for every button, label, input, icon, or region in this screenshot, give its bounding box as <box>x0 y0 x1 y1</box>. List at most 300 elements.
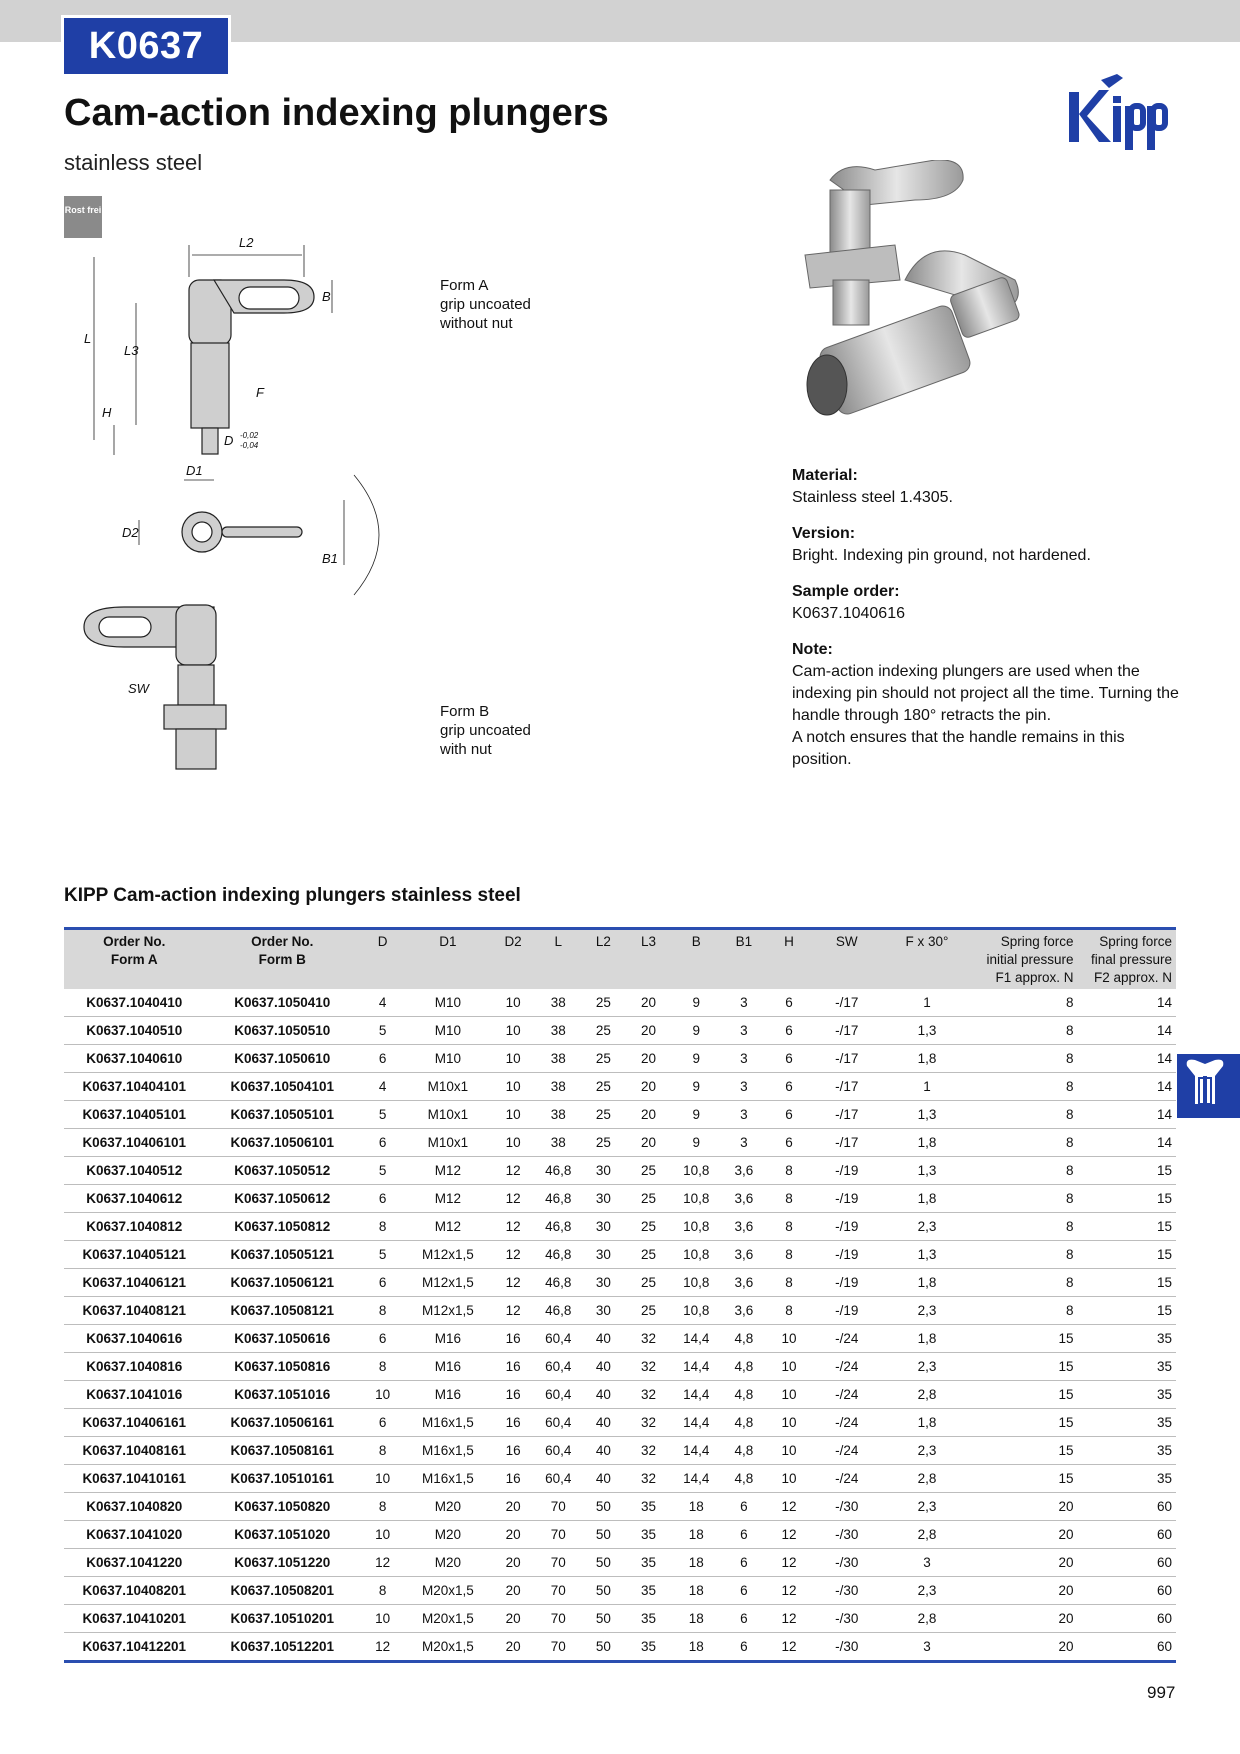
table-cell: 2,8 <box>882 1521 972 1549</box>
table-cell: 10 <box>491 1073 536 1101</box>
table-cell: 40 <box>581 1409 626 1437</box>
table-cell: K0637.1050812 <box>205 1213 361 1241</box>
table-cell: M20 <box>405 1549 490 1577</box>
table-cell: M12x1,5 <box>405 1269 490 1297</box>
table-row <box>64 1465 1176 1493</box>
table-cell: 10 <box>766 1381 811 1409</box>
table-cell: M12 <box>405 1157 490 1185</box>
col-spring-initial: Spring force initial pressure F1 approx. N <box>986 934 1074 985</box>
table-cell: 4 <box>360 989 405 1017</box>
table-cell: 8 <box>360 1213 405 1241</box>
table-cell: 8 <box>766 1297 811 1325</box>
table-cell: 3 <box>882 1549 972 1577</box>
svg-text:B1: B1 <box>322 551 338 566</box>
table-cell: 10 <box>491 989 536 1017</box>
table-cell: K0637.10408161 <box>64 1437 205 1465</box>
table-cell: 8 <box>766 1241 811 1269</box>
table-cell: 12 <box>360 1549 405 1577</box>
table-cell: -/19 <box>812 1213 882 1241</box>
page-subtitle: stainless steel <box>64 150 203 175</box>
table-cell: K0637.1040616 <box>64 1325 205 1353</box>
table-cell: 8 <box>766 1185 811 1213</box>
table-cell: -/17 <box>812 1017 882 1045</box>
table-cell: 35 <box>1078 1465 1176 1493</box>
table-cell: M10 <box>405 1017 490 1045</box>
technical-drawing <box>64 235 444 870</box>
table-cell: 2,3 <box>882 1213 972 1241</box>
table-cell: M16x1,5 <box>405 1409 490 1437</box>
table-cell: 46,8 <box>536 1185 581 1213</box>
table-cell: 35 <box>1078 1353 1176 1381</box>
table-cell: M16 <box>405 1325 490 1353</box>
table-cell: 14,4 <box>671 1325 721 1353</box>
table-cell: 8 <box>360 1493 405 1521</box>
table-cell: 32 <box>626 1465 671 1493</box>
table-cell: 25 <box>581 1101 626 1129</box>
table-cell: 50 <box>581 1549 626 1577</box>
table-cell: 5 <box>360 1157 405 1185</box>
table-cell: 15 <box>1078 1241 1176 1269</box>
table-cell: K0637.10510161 <box>205 1465 361 1493</box>
table-cell: K0637.10508161 <box>205 1437 361 1465</box>
table-cell: 40 <box>581 1437 626 1465</box>
col-sw: SW <box>835 934 858 949</box>
table-cell: 32 <box>626 1437 671 1465</box>
table-row <box>64 1381 1176 1409</box>
table-cell: 40 <box>581 1381 626 1409</box>
table-cell: 4,8 <box>721 1437 766 1465</box>
table-cell: K0637.10405101 <box>64 1101 205 1129</box>
table-cell: 40 <box>581 1325 626 1353</box>
table-cell: K0637.10512201 <box>205 1633 361 1662</box>
table-cell: 2,3 <box>882 1493 972 1521</box>
table-cell: 12 <box>360 1633 405 1662</box>
svg-text:L2: L2 <box>239 235 254 250</box>
table-cell: 20 <box>491 1605 536 1633</box>
table-cell: 14 <box>1078 989 1176 1017</box>
table-cell: 16 <box>491 1465 536 1493</box>
table-cell: -/24 <box>812 1437 882 1465</box>
table-cell: 60 <box>1078 1577 1176 1605</box>
col-d: D <box>377 934 388 949</box>
table-cell: 10 <box>491 1017 536 1045</box>
table-cell: 6 <box>766 1073 811 1101</box>
spec-table <box>64 927 1176 1663</box>
table-cell: 20 <box>491 1521 536 1549</box>
table-cell: M20x1,5 <box>405 1605 490 1633</box>
table-cell: 70 <box>536 1605 581 1633</box>
table-cell: 6 <box>360 1409 405 1437</box>
table-cell: K0637.10405121 <box>64 1241 205 1269</box>
table-cell: -/30 <box>812 1605 882 1633</box>
table-cell: 35 <box>626 1493 671 1521</box>
table-cell: 6 <box>721 1521 766 1549</box>
table-cell: 46,8 <box>536 1157 581 1185</box>
table-cell: -/24 <box>812 1465 882 1493</box>
table-cell: 8 <box>972 1185 1077 1213</box>
table-cell: 12 <box>491 1157 536 1185</box>
table-cell: 18 <box>671 1549 721 1577</box>
table-cell: 46,8 <box>536 1241 581 1269</box>
table-cell: 20 <box>972 1549 1077 1577</box>
table-cell: 10,8 <box>671 1157 721 1185</box>
table-cell: 10 <box>491 1101 536 1129</box>
table-cell: K0637.10406101 <box>64 1129 205 1157</box>
table-cell: 30 <box>581 1185 626 1213</box>
table-cell: K0637.1051020 <box>205 1521 361 1549</box>
table-cell: 12 <box>491 1241 536 1269</box>
table-cell: 16 <box>491 1437 536 1465</box>
table-cell: 30 <box>581 1297 626 1325</box>
table-cell: 60,4 <box>536 1353 581 1381</box>
table-cell: 14 <box>1078 1101 1176 1129</box>
table-cell: 25 <box>581 989 626 1017</box>
table-cell: 35 <box>626 1577 671 1605</box>
table-cell: 6 <box>360 1269 405 1297</box>
table-cell: 35 <box>1078 1437 1176 1465</box>
table-cell: 9 <box>671 1045 721 1073</box>
table-cell: 50 <box>581 1633 626 1662</box>
table-cell: K0637.1040510 <box>64 1017 205 1045</box>
table-cell: 14 <box>1078 1129 1176 1157</box>
table-cell: 14,4 <box>671 1381 721 1409</box>
svg-text:-0,04: -0,04 <box>240 441 259 450</box>
table-cell: 38 <box>536 1017 581 1045</box>
table-cell: 20 <box>491 1549 536 1577</box>
table-cell: 60,4 <box>536 1437 581 1465</box>
table-cell: 10 <box>360 1605 405 1633</box>
table-cell: 1,3 <box>882 1241 972 1269</box>
table-cell: 50 <box>581 1577 626 1605</box>
table-cell: 40 <box>581 1353 626 1381</box>
table-cell: 15 <box>972 1381 1077 1409</box>
svg-text:F: F <box>256 385 264 400</box>
table-cell: 16 <box>491 1381 536 1409</box>
table-cell: 3 <box>721 1129 766 1157</box>
table-cell: 4 <box>360 1073 405 1101</box>
table-cell: 32 <box>626 1325 671 1353</box>
col-l: L <box>554 934 562 949</box>
table-cell: 2,3 <box>882 1297 972 1325</box>
table-cell: 20 <box>972 1521 1077 1549</box>
table-cell: 3 <box>882 1633 972 1662</box>
table-title: KIPP Cam-action indexing plungers stainless steel <box>64 885 521 906</box>
table-cell: 30 <box>581 1269 626 1297</box>
table-cell: 12 <box>766 1605 811 1633</box>
table-row <box>64 1521 1176 1549</box>
table-cell: 10 <box>766 1409 811 1437</box>
table-row <box>64 1241 1176 1269</box>
col-h: H <box>784 934 794 949</box>
table-cell: 16 <box>491 1353 536 1381</box>
table-cell: 25 <box>626 1241 671 1269</box>
table-row <box>64 1045 1176 1073</box>
table-cell: 3,6 <box>721 1185 766 1213</box>
table-cell: 38 <box>536 1073 581 1101</box>
table-cell: 18 <box>671 1577 721 1605</box>
table-cell: 15 <box>972 1465 1077 1493</box>
table-cell: 1,8 <box>882 1269 972 1297</box>
table-row <box>64 1017 1176 1045</box>
col-order-b: Order No. Form B <box>251 934 314 967</box>
table-cell: 60 <box>1078 1521 1176 1549</box>
table-cell: -/30 <box>812 1577 882 1605</box>
table-cell: 10,8 <box>671 1269 721 1297</box>
table-cell: M10x1 <box>405 1101 490 1129</box>
table-cell: 20 <box>972 1633 1077 1662</box>
table-cell: 16 <box>491 1409 536 1437</box>
table-cell: 1,8 <box>882 1045 972 1073</box>
table-cell: 18 <box>671 1521 721 1549</box>
table-cell: K0637.10408121 <box>64 1297 205 1325</box>
table-cell: 35 <box>626 1605 671 1633</box>
product-photo <box>785 160 1085 450</box>
table-row <box>64 1437 1176 1465</box>
table-cell: K0637.1040610 <box>64 1045 205 1073</box>
table-cell: 35 <box>626 1521 671 1549</box>
table-cell: 6 <box>766 1129 811 1157</box>
table-cell: -/19 <box>812 1297 882 1325</box>
table-cell: 3 <box>721 1101 766 1129</box>
table-cell: 10 <box>360 1381 405 1409</box>
page-title: Cam-action indexing plungers <box>64 92 609 134</box>
table-cell: -/24 <box>812 1381 882 1409</box>
table-cell: 4,8 <box>721 1325 766 1353</box>
svg-text:D: D <box>224 433 234 448</box>
table-cell: 60 <box>1078 1549 1176 1577</box>
table-cell: 20 <box>972 1605 1077 1633</box>
table-cell: K0637.10506161 <box>205 1409 361 1437</box>
table-cell: 8 <box>972 1213 1077 1241</box>
table-cell: -/24 <box>812 1325 882 1353</box>
table-cell: M16x1,5 <box>405 1437 490 1465</box>
table-cell: 1,3 <box>882 1101 972 1129</box>
table-cell: K0637.1040820 <box>64 1493 205 1521</box>
table-cell: M12 <box>405 1185 490 1213</box>
rostfrei-badge: Rost frei <box>64 196 102 238</box>
table-cell: 32 <box>626 1353 671 1381</box>
table-cell: 16 <box>491 1325 536 1353</box>
table-cell: 1,8 <box>882 1409 972 1437</box>
table-cell: 50 <box>581 1521 626 1549</box>
table-cell: 32 <box>626 1381 671 1409</box>
form-b-caption: Form B grip uncoated with nut <box>440 703 531 758</box>
table-cell: 15 <box>972 1409 1077 1437</box>
table-cell: 14,4 <box>671 1353 721 1381</box>
table-row <box>64 1549 1176 1577</box>
table-cell: 6 <box>360 1185 405 1213</box>
table-cell: 25 <box>626 1157 671 1185</box>
table-cell: K0637.10406121 <box>64 1269 205 1297</box>
table-cell: 4,8 <box>721 1465 766 1493</box>
col-spring-final: Spring force final pressure F2 approx. N <box>1090 934 1172 985</box>
table-cell: 30 <box>581 1157 626 1185</box>
table-cell: 6 <box>766 1017 811 1045</box>
col-f: F x 30° <box>905 934 949 949</box>
table-cell: 8 <box>360 1297 405 1325</box>
table-cell: 14,4 <box>671 1437 721 1465</box>
table-cell: 1,8 <box>882 1185 972 1213</box>
table-cell: 8 <box>972 1017 1077 1045</box>
table-cell: -/30 <box>812 1633 882 1662</box>
table-cell: K0637.10404101 <box>64 1073 205 1101</box>
table-cell: 6 <box>721 1633 766 1662</box>
table-cell: 70 <box>536 1493 581 1521</box>
table-cell: 20 <box>491 1493 536 1521</box>
table-row <box>64 1129 1176 1157</box>
table-cell: 60 <box>1078 1493 1176 1521</box>
table-cell: 9 <box>671 1101 721 1129</box>
table-cell: 32 <box>626 1409 671 1437</box>
table-cell: 60 <box>1078 1605 1176 1633</box>
table-cell: 14 <box>1078 1017 1176 1045</box>
table-cell: 6 <box>360 1045 405 1073</box>
table-cell: 40 <box>581 1465 626 1493</box>
table-cell: K0637.1051220 <box>205 1549 361 1577</box>
table-cell: 8 <box>972 1269 1077 1297</box>
table-row <box>64 1493 1176 1521</box>
table-cell: 20 <box>626 1101 671 1129</box>
table-cell: -/19 <box>812 1185 882 1213</box>
table-cell: 6 <box>360 1129 405 1157</box>
table-cell: 8 <box>972 989 1077 1017</box>
table-cell: 70 <box>536 1633 581 1662</box>
table-cell: 12 <box>766 1577 811 1605</box>
table-cell: 10 <box>491 1045 536 1073</box>
table-cell: 8 <box>766 1157 811 1185</box>
table-cell: K0637.1050612 <box>205 1185 361 1213</box>
table-cell: 12 <box>766 1549 811 1577</box>
table-cell: K0637.10506121 <box>205 1269 361 1297</box>
table-cell: 60,4 <box>536 1465 581 1493</box>
table-cell: 15 <box>1078 1157 1176 1185</box>
table-cell: 35 <box>626 1633 671 1662</box>
table-cell: 50 <box>581 1605 626 1633</box>
table-cell: M10x1 <box>405 1129 490 1157</box>
table-cell: 25 <box>626 1269 671 1297</box>
table-cell: K0637.1051016 <box>205 1381 361 1409</box>
table-cell: -/19 <box>812 1157 882 1185</box>
table-cell: M10x1 <box>405 1073 490 1101</box>
table-cell: 10 <box>766 1465 811 1493</box>
table-cell: 10 <box>766 1353 811 1381</box>
table-cell: 3 <box>721 1073 766 1101</box>
table-cell: M10 <box>405 989 490 1017</box>
table-row <box>64 1269 1176 1297</box>
table-cell: K0637.1050610 <box>205 1045 361 1073</box>
table-cell: 18 <box>671 1633 721 1662</box>
table-cell: 3 <box>721 989 766 1017</box>
table-cell: M16 <box>405 1381 490 1409</box>
table-cell: 15 <box>1078 1213 1176 1241</box>
kipp-logo <box>1065 72 1177 156</box>
table-cell: 46,8 <box>536 1213 581 1241</box>
table-cell: 20 <box>626 1129 671 1157</box>
table-cell: 10,8 <box>671 1297 721 1325</box>
table-cell: 15 <box>1078 1297 1176 1325</box>
table-cell: 2,8 <box>882 1465 972 1493</box>
table-cell: 6 <box>721 1549 766 1577</box>
table-cell: 10 <box>491 1129 536 1157</box>
table-cell: 20 <box>626 989 671 1017</box>
table-cell: K0637.1040512 <box>64 1157 205 1185</box>
table-cell: 15 <box>972 1325 1077 1353</box>
table-cell: 60,4 <box>536 1409 581 1437</box>
table-cell: M16 <box>405 1353 490 1381</box>
table-cell: 15 <box>972 1437 1077 1465</box>
table-cell: 35 <box>1078 1381 1176 1409</box>
table-cell: K0637.1050510 <box>205 1017 361 1045</box>
table-cell: 70 <box>536 1577 581 1605</box>
table-cell: K0637.1040812 <box>64 1213 205 1241</box>
table-cell: 8 <box>972 1241 1077 1269</box>
table-cell: M20 <box>405 1493 490 1521</box>
table-cell: 25 <box>626 1185 671 1213</box>
table-cell: K0637.1040612 <box>64 1185 205 1213</box>
table-cell: 25 <box>581 1045 626 1073</box>
table-cell: 8 <box>972 1045 1077 1073</box>
table-cell: 12 <box>766 1493 811 1521</box>
table-cell: -/19 <box>812 1241 882 1269</box>
table-cell: 9 <box>671 989 721 1017</box>
product-code-box: K0637 <box>64 18 228 74</box>
table-cell: 35 <box>626 1549 671 1577</box>
table-cell: 25 <box>581 1073 626 1101</box>
table-cell: K0637.1050512 <box>205 1157 361 1185</box>
svg-text:D2: D2 <box>122 525 139 540</box>
svg-text:H: H <box>102 405 112 420</box>
table-cell: 14,4 <box>671 1409 721 1437</box>
table-cell: 6 <box>766 989 811 1017</box>
table-row <box>64 1605 1176 1633</box>
table-cell: 12 <box>491 1213 536 1241</box>
table-cell: 12 <box>766 1633 811 1662</box>
table-cell: 1,8 <box>882 1129 972 1157</box>
table-cell: 8 <box>972 1157 1077 1185</box>
table-row <box>64 1325 1176 1353</box>
table-cell: 5 <box>360 1241 405 1269</box>
col-d1: D1 <box>439 934 457 949</box>
table-cell: K0637.10410201 <box>64 1605 205 1633</box>
table-cell: 2,8 <box>882 1381 972 1409</box>
table-cell: K0637.1041020 <box>64 1521 205 1549</box>
table-cell: 8 <box>360 1577 405 1605</box>
table-cell: K0637.10505101 <box>205 1101 361 1129</box>
table-cell: 20 <box>491 1633 536 1662</box>
table-cell: 4,8 <box>721 1409 766 1437</box>
table-cell: 3,6 <box>721 1213 766 1241</box>
table-cell: 18 <box>671 1605 721 1633</box>
table-cell: K0637.1040410 <box>64 989 205 1017</box>
table-cell: 2,3 <box>882 1437 972 1465</box>
svg-text:L3: L3 <box>124 343 139 358</box>
table-cell: -/19 <box>812 1269 882 1297</box>
table-cell: K0637.10408201 <box>64 1577 205 1605</box>
table-cell: M12x1,5 <box>405 1297 490 1325</box>
table-cell: 14 <box>1078 1045 1176 1073</box>
table-cell: K0637.10506101 <box>205 1129 361 1157</box>
table-row <box>64 1353 1176 1381</box>
table-cell: 70 <box>536 1521 581 1549</box>
table-cell: 8 <box>972 1297 1077 1325</box>
table-cell: 10,8 <box>671 1213 721 1241</box>
table-cell: -/17 <box>812 1129 882 1157</box>
table-cell: 6 <box>766 1045 811 1073</box>
table-cell: 12 <box>491 1269 536 1297</box>
table-cell: -/17 <box>812 1073 882 1101</box>
table-cell: 25 <box>581 1017 626 1045</box>
table-cell: K0637.10505121 <box>205 1241 361 1269</box>
